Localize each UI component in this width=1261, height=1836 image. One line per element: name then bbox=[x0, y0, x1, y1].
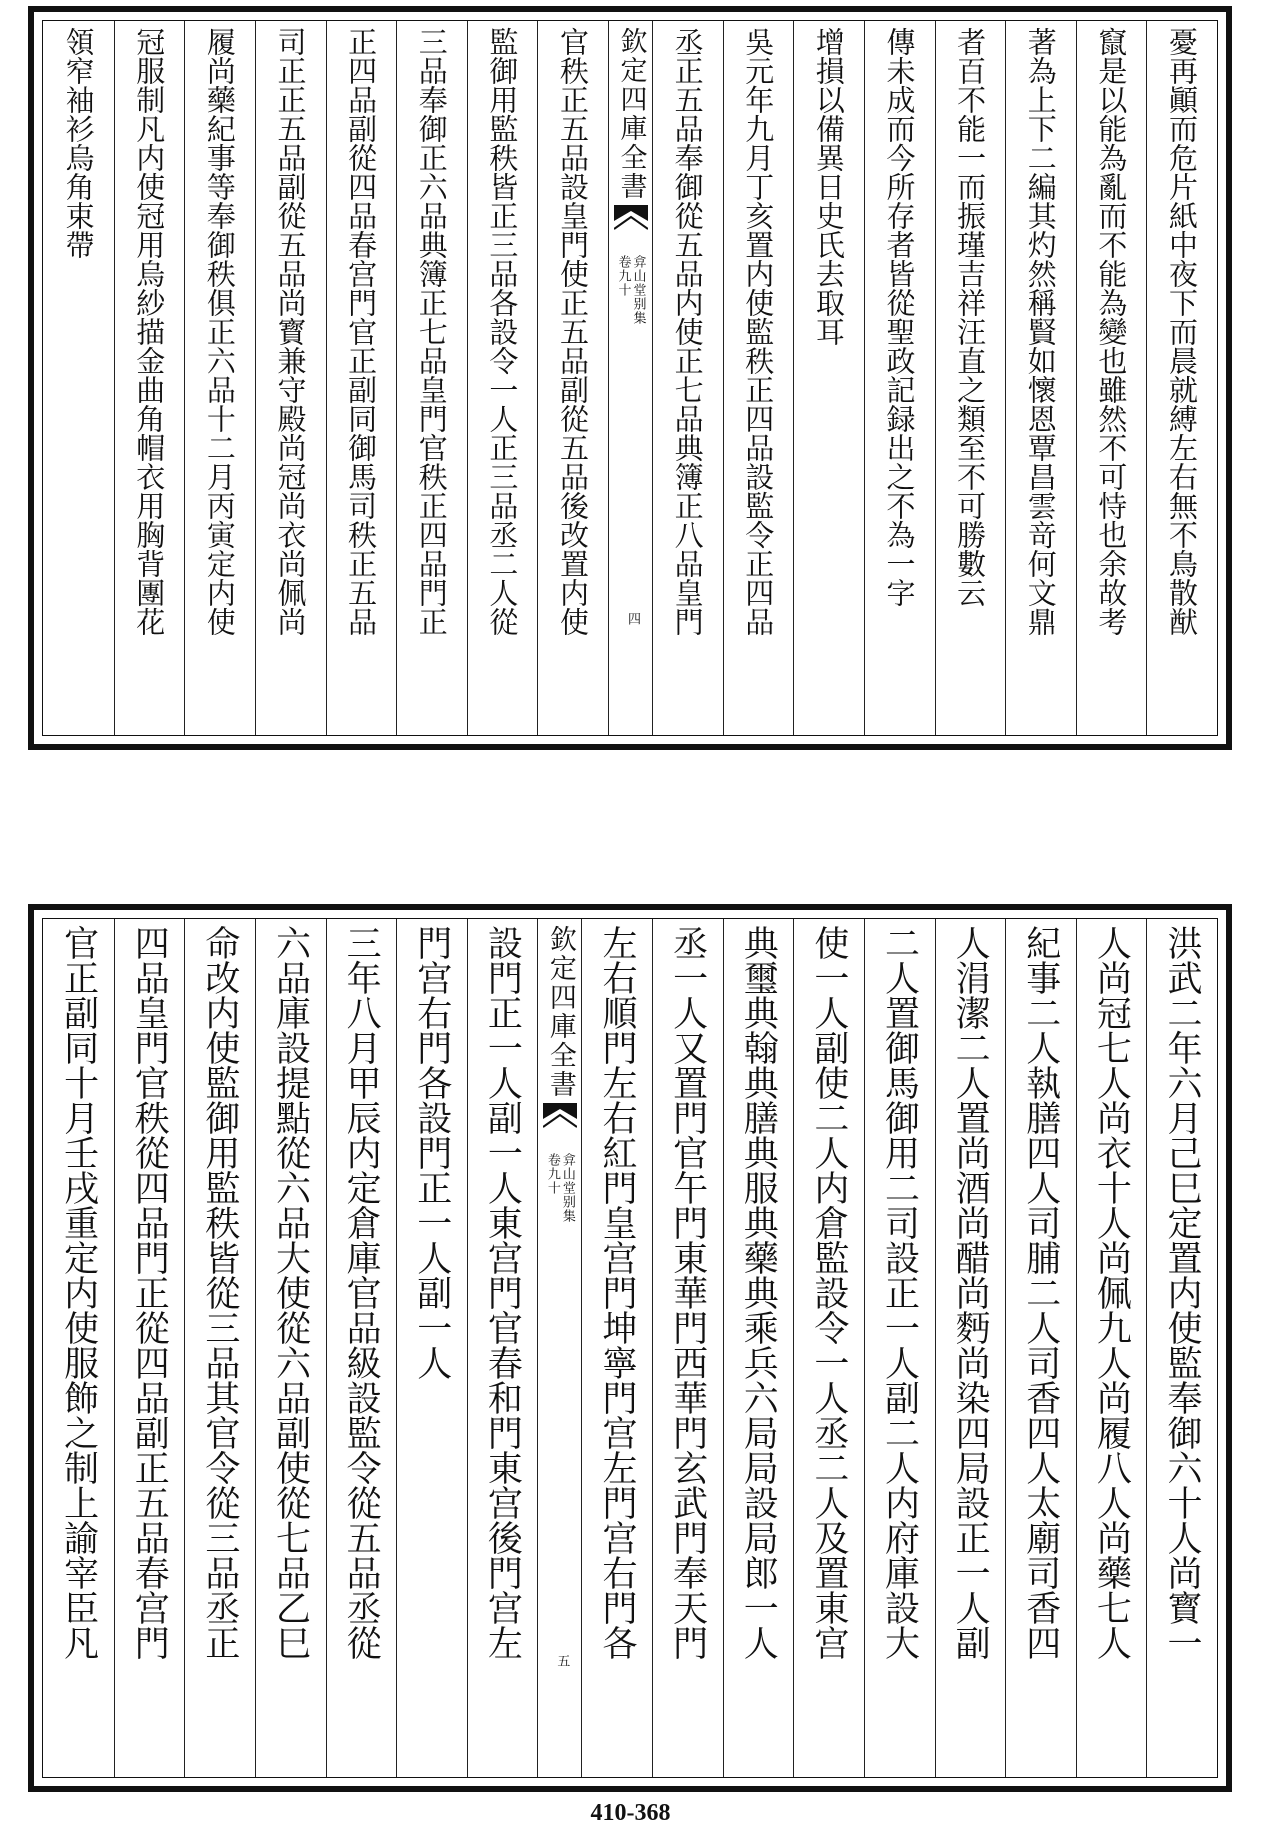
text-column: 丞正五品奉御從五品内使正七品典簿正八品皇門 bbox=[652, 21, 723, 735]
folio-number: 五 bbox=[554, 1654, 570, 1667]
folio-number: 四 bbox=[625, 612, 640, 625]
center-gutter bbox=[608, 21, 652, 735]
text-column: 門宫右門各設門正一人副一人 bbox=[396, 919, 467, 1777]
text-column: 憂再顚而危片紙中夜下而晨就縛左右無不鳥散猷 bbox=[1146, 21, 1217, 735]
page-footer-number: 410-368 bbox=[590, 1800, 671, 1826]
text-column: 洪武二年六月己巳定置内使監奉御六十人尚寳一 bbox=[1146, 919, 1217, 1777]
book-title: 弇山堂别集 bbox=[630, 255, 646, 325]
center-gutter bbox=[537, 919, 581, 1777]
text-column: 正四品副從四品春宫門官正副同御馬司秩正五品 bbox=[326, 21, 397, 735]
text-column: 竄是以能為亂而不能為變也雖然不可恃也余故考 bbox=[1076, 21, 1147, 735]
text-column: 履尚藥紀事等奉御秩俱正六品十二月丙寅定内使 bbox=[184, 21, 255, 735]
book-title: 弇山堂别集 bbox=[559, 1153, 575, 1223]
fish-tail-mark-icon bbox=[543, 1103, 577, 1147]
text-column: 者百不能一而振瑾吉祥汪直之類至不可勝數云 bbox=[935, 21, 1006, 735]
text-column: 吳元年九月丁亥置内使監秩正四品設監令正四品 bbox=[723, 21, 794, 735]
top-page bbox=[28, 6, 1232, 750]
volume-number: 卷九十 bbox=[544, 1153, 560, 1195]
text-column: 冠服制凡内使冠用烏紗描金曲角帽衣用胸背團花 bbox=[114, 21, 185, 735]
text-column: 傳未成而今所存者皆從聖政記録出之不為一字 bbox=[864, 21, 935, 735]
collection-title: 欽定四庫全書 bbox=[615, 27, 647, 201]
text-column: 官正副同十月壬戌重定内使服飾之制上諭宰臣凡 bbox=[58, 925, 99, 1660]
text-column: 二人置御馬御用二司設正一人副二人内府庫設大 bbox=[864, 919, 935, 1777]
text-column: 三年八月甲辰内定倉庫官品級設監令從五品丞從 bbox=[326, 919, 397, 1777]
text-column: 命改内使監御用監秩皆從三品其官令從三品丞正 bbox=[184, 919, 255, 1777]
text-column: 紀事二人執膳四人司脯二人司香四人太廟司香四 bbox=[1005, 919, 1076, 1777]
text-column: 人尚冠七人尚衣十人尚佩九人尚履八人尚藥七人 bbox=[1076, 919, 1147, 1777]
bottom-page-frame bbox=[42, 918, 1218, 1778]
text-column: 六品庫設提點從六品大使從六品副使從七品乙巳 bbox=[255, 919, 326, 1777]
text-column: 四品皇門官秩從四品門正從四品副正五品春宫門 bbox=[114, 919, 185, 1777]
fish-tail-mark-icon bbox=[614, 205, 648, 249]
text-column: 增損以備異日史氏去取耳 bbox=[793, 21, 864, 735]
text-column: 丞一人又置門官午門東華門西華門玄武門奉天門 bbox=[652, 919, 723, 1777]
text-column: 監御用監秩皆正三品各設令一人正三品丞二人從 bbox=[467, 21, 538, 735]
text-column: 左右順門左右紅門皇宫門坤寧門宫左門宫右門各 bbox=[581, 919, 652, 1777]
text-column: 典璽典翰典膳典服典藥典乘兵六局局設局郎一人 bbox=[723, 919, 794, 1777]
book-title-block bbox=[616, 255, 646, 325]
volume-number: 卷九十 bbox=[615, 255, 631, 297]
bottom-page bbox=[28, 904, 1232, 1792]
text-column: 三品奉御正六品典簿正七品皇門官秩正四品門正 bbox=[396, 21, 467, 735]
collection-title: 欽定四庫全書 bbox=[544, 925, 576, 1099]
text-column: 使一人副使二人内倉監設令一人丞二人及置東宫 bbox=[793, 919, 864, 1777]
text-column: 官秩正五品設皇門使正五品副從五品後改置内使 bbox=[537, 21, 608, 735]
text-column: 領窄袖衫烏角束帶 bbox=[61, 27, 96, 259]
top-page-frame bbox=[42, 20, 1218, 736]
text-column: 人涓潔二人置尚酒尚醋尚麪尚染四局設正一人副 bbox=[935, 919, 1006, 1777]
text-column: 設門正一人副一人東宫門官春和門東宫後門宫左 bbox=[467, 919, 538, 1777]
text-column: 司正正五品副從五品尚寳兼守殿尚冠尚衣尚佩尚 bbox=[255, 21, 326, 735]
text-column: 著為上下二編其灼然稱賢如懷恩覃昌雲竒何文鼎 bbox=[1005, 21, 1076, 735]
book-title-block bbox=[545, 1153, 575, 1223]
